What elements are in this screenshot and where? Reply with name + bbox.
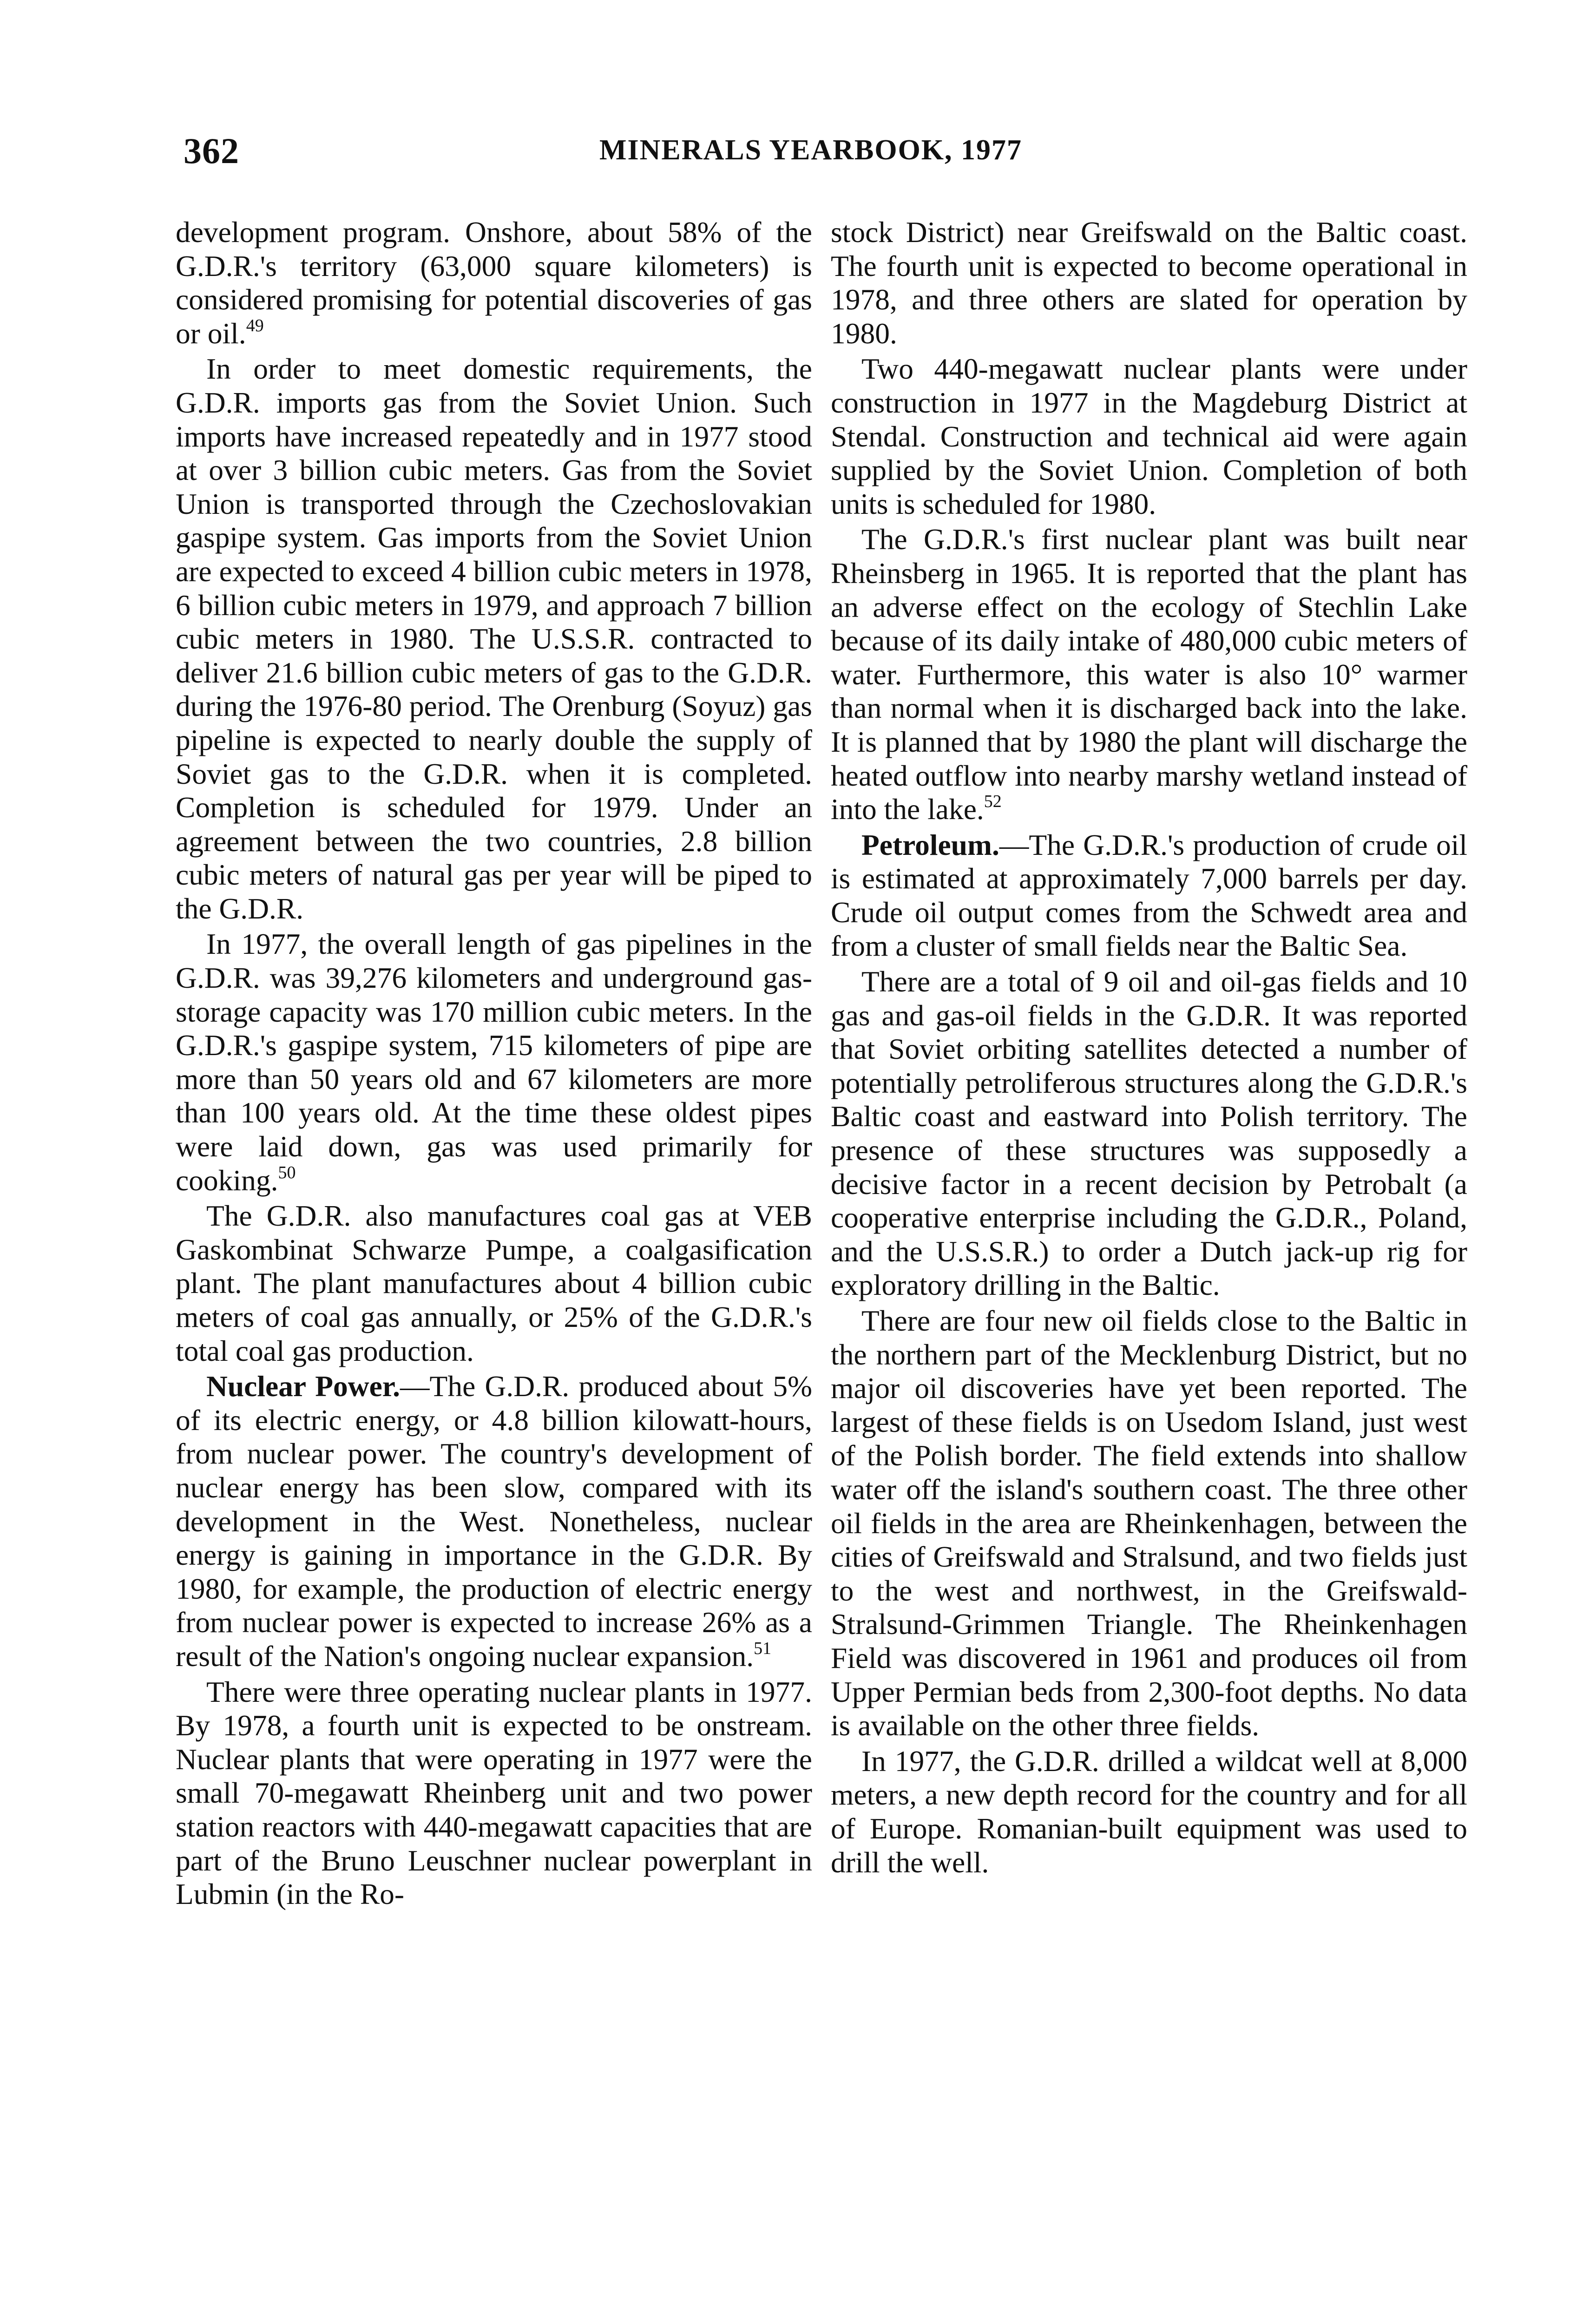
paragraph: In order to meet domestic requirements, the G.D.R. imports gas from the Soviet Union. Such imports have increased repeatedly and in 1977 stood at over 3 billion cubic meters. Gas from the Soviet Union is transported through the Czechoslovakian gaspipe system. Gas imports from the Soviet Union are expected to exceed 4 billion cubic meters in 1978, 6 billion cubic meters in 1979, and approach 7 billion cubic meters in 1980. The U.S.S.R. contracted to deliver 21.6 billion cubic meters of gas to the G.D.R. during the 1976-80 period. The Orenburg (Soyuz) gas pipeline is expected to nearly double the supply of Soviet gas to the G.D.R. when it is completed. Completion is scheduled for 1979. Under an agreement between the two countries, 2.8 billion cubic meters of natural gas per year will be piped to the G.D.R. <box>176 352 812 925</box>
footnote-ref: 49 <box>246 315 264 335</box>
footnote-ref: 51 <box>754 1638 772 1658</box>
running-head: MINERALS YEARBOOK, 1977 <box>599 134 1023 166</box>
paragraph-text: development program. Onshore, about 58% of the G.D.R.'s territory (63,000 square kilometers) is considered promising for potential discoveries of gas or oil. <box>176 216 812 350</box>
footnote-ref: 50 <box>278 1162 296 1182</box>
section-heading: Petroleum. <box>861 828 999 861</box>
right-column <box>831 216 1467 1879</box>
page-number: 362 <box>184 131 239 171</box>
page-header <box>184 130 1438 181</box>
paragraph <box>176 1370 812 1673</box>
paragraph-text: In 1977, the overall length of gas pipelines in the G.D.R. was 39,276 kilometers and underground gas-storage capacity was 170 million cubic meters. In the G.D.R.'s gaspipe system, 715 kilometers of pipe are more than 50 years old and 67 kilometers are more than 100 years old. At the time these oldest pipes were laid down, gas was used primarily for cooking. <box>176 927 812 1197</box>
paragraph: The G.D.R. also manufactures coal gas at VEB Gaskombinat Schwarze Pumpe, a coalgasification plant. The plant manufactures about 4 billion cubic meters of coal gas annually, or 25% of the G.D.R.'s total coal gas production. <box>176 1199 812 1367</box>
paragraph-text: —The G.D.R. produced about 5% of its electric energy, or 4.8 billion kilowatt-hours, from nuclear power. The country's development of nuclear energy has been slow, compared with its development in the West. Nonetheless, nuclear energy is gaining in importance in the G.D.R. By 1980, for example, the production of electric energy from nuclear power is expected to increase 26% as a result of the Nation's ongoing nuclear expansion. <box>176 1370 812 1673</box>
paragraph: stock District) near Greifswald on the Baltic coast. The fourth unit is expected to become operational in 1978, and three others are slated for operation by 1980. <box>831 216 1467 350</box>
paragraph-text: The G.D.R.'s first nuclear plant was built near Rheinsberg in 1965. It is reported that the plant has an adverse effect on the ecology of Stechlin Lake because of its daily intake of 480,000 cubic meters of water. Furthermore, this water is also 10° warmer than normal when it is discharged back into the lake. It is planned that by 1980 the plant will discharge the heated outflow into nearby marshy wetland instead of into the lake. <box>831 523 1467 826</box>
paragraph <box>831 523 1467 826</box>
left-column <box>176 216 812 1911</box>
paragraph: There were three operating nuclear plants in 1977. By 1978, a fourth unit is expected to be onstream. Nuclear plants that were operating in 1977 were the small 70-megawatt Rheinberg unit and two power station reactors with 440-megawatt capacities that are part of the Bruno Leuschner nuclear powerplant in Lubmin (in the Ro- <box>176 1675 812 1911</box>
paragraph <box>176 216 812 350</box>
paragraph <box>176 927 812 1197</box>
section-heading: Nuclear Power. <box>206 1370 401 1403</box>
paragraph <box>831 828 1467 963</box>
paragraph-text: —The G.D.R.'s production of crude oil is estimated at approximately 7,000 barrels per day. Crude oil output comes from the Schwedt area and from a cluster of small fields near the Baltic Sea. <box>831 828 1467 963</box>
paragraph: There are a total of 9 oil and oil-gas fields and 10 gas and gas-oil fields in the G.D.R. It was reported that Soviet orbiting satellites detected a number of potentially petroliferous structures along the G.D.R.'s Baltic coast and eastward into Polish territory. The presence of these structures was supposedly a decisive factor in a recent decision by Petrobalt (a cooperative enterprise including the G.D.R., Poland, and the U.S.S.R.) to order a Dutch jack-up rig for exploratory drilling in the Baltic. <box>831 965 1467 1302</box>
paragraph: In 1977, the G.D.R. drilled a wildcat well at 8,000 meters, a new depth record for the country and for all of Europe. Romanian-built equipment was used to drill the well. <box>831 1744 1467 1879</box>
footnote-ref: 52 <box>984 792 1002 812</box>
paragraph: There are four new oil fields close to the Baltic in the northern part of the Mecklenburg District, but no major oil discoveries have yet been reported. The largest of these fields is on Usedom Island, just west of the Polish border. The field extends into shallow water off the island's southern coast. The three other oil fields in the area are Rheinkenhagen, between the cities of Greifswald and Stralsund, and two fields just to the west and northwest, in the Greifswald-Stralsund-Grimmen Triangle. The Rheinkenhagen Field was discovered in 1961 and produces oil from Upper Permian beds from 2,300-foot depths. No data is available on the other three fields. <box>831 1304 1467 1742</box>
paragraph: Two 440-megawatt nuclear plants were under construction in 1977 in the Magdeburg District at Stendal. Construction and technical aid were again supplied by the Soviet Union. Completion of both units is scheduled for 1980. <box>831 352 1467 520</box>
